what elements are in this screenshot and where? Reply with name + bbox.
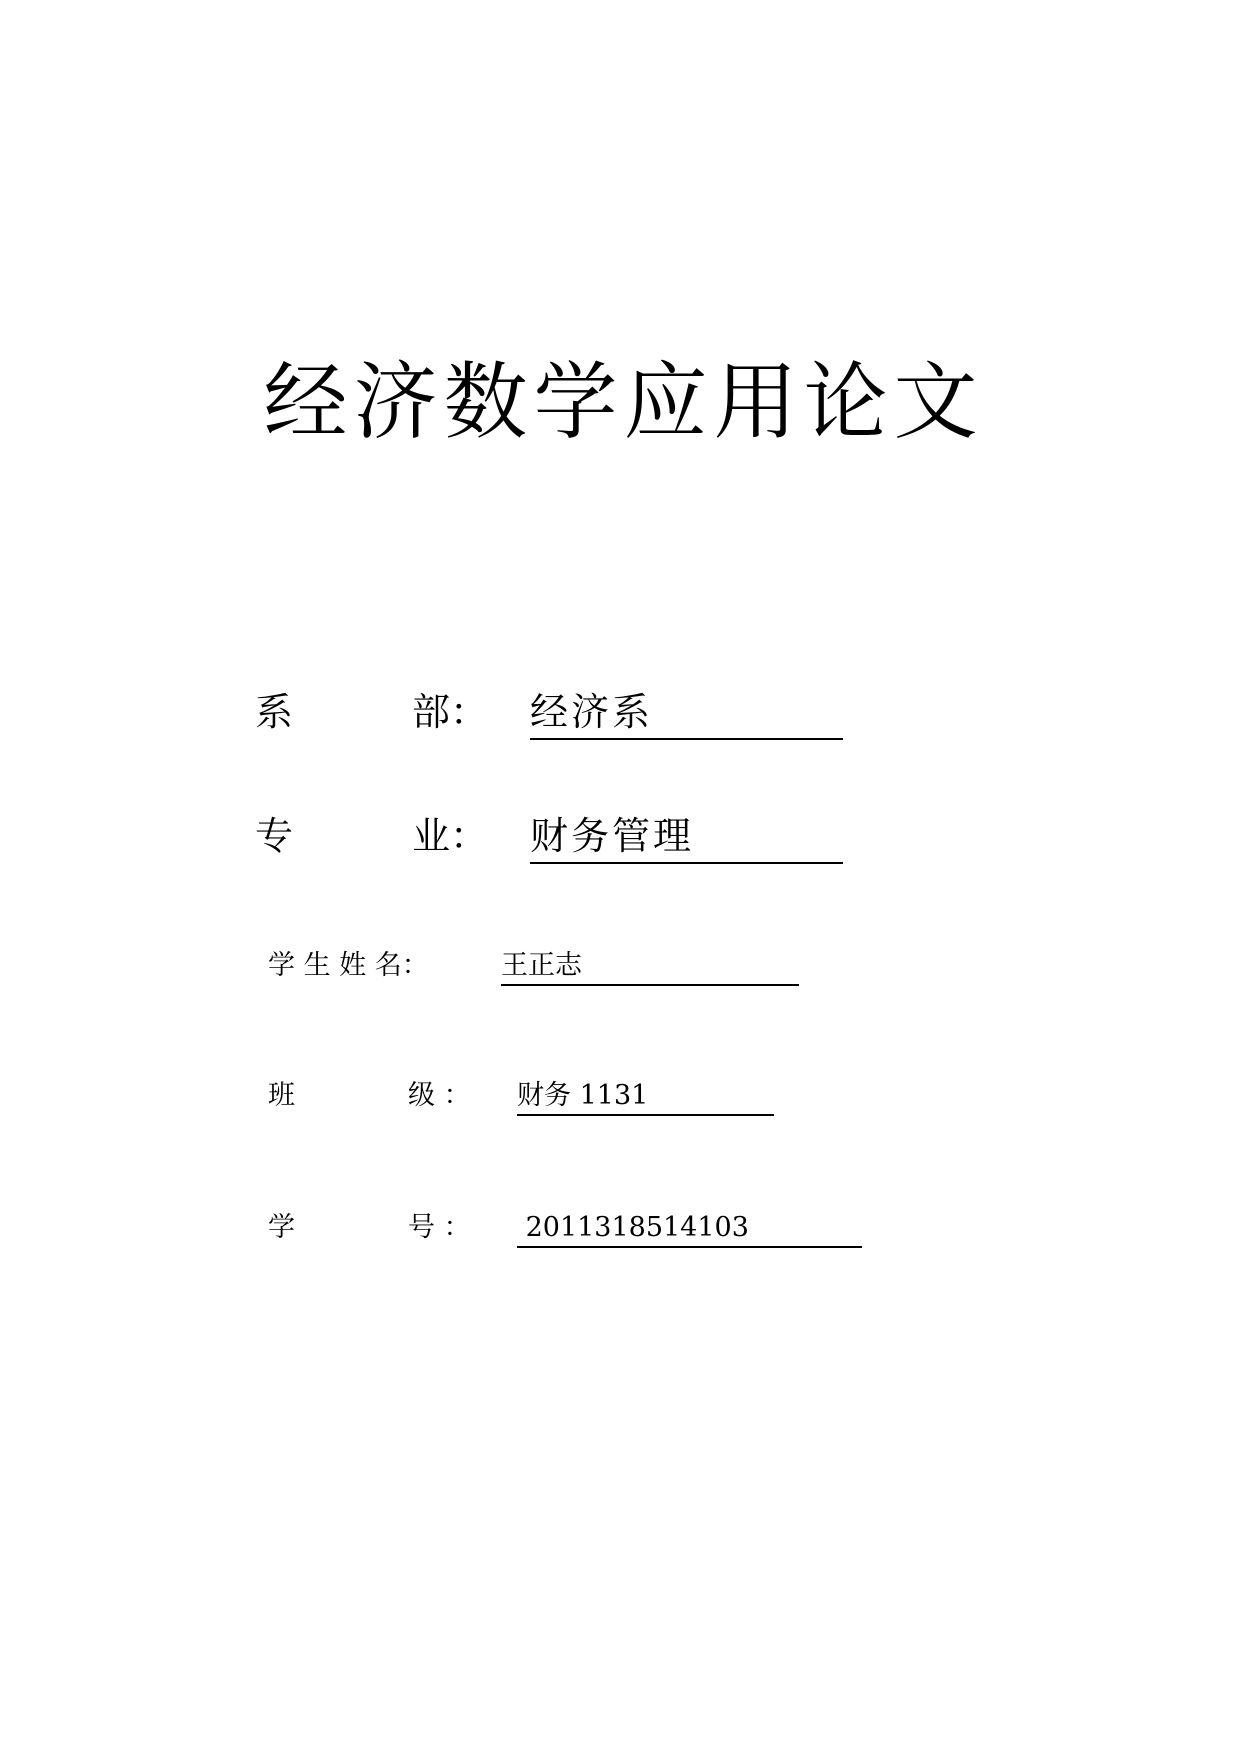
student-id-label-a: 学 <box>268 1212 295 1243</box>
major-label-b: 业： <box>412 814 489 858</box>
student-id-label-b: 号 ： <box>408 1212 471 1243</box>
major-label-a: 专 <box>255 814 294 858</box>
department-label-b: 部： <box>412 690 489 734</box>
class-value: 财务 1131 <box>517 1078 774 1116</box>
department-label-a: 系 <box>255 690 294 734</box>
class-label-b: 级 ： <box>408 1080 471 1111</box>
major-value: 财务管理 <box>530 812 843 864</box>
document-title: 经济数学应用论文 <box>263 353 984 451</box>
department-value: 经济系 <box>530 688 843 740</box>
student-name-value: 王正志 <box>501 948 799 986</box>
student-id-value: 2011318514103 <box>517 1210 862 1248</box>
student-name-label: 学 生 姓 名： <box>268 950 429 981</box>
class-label-a: 班 <box>268 1080 295 1111</box>
